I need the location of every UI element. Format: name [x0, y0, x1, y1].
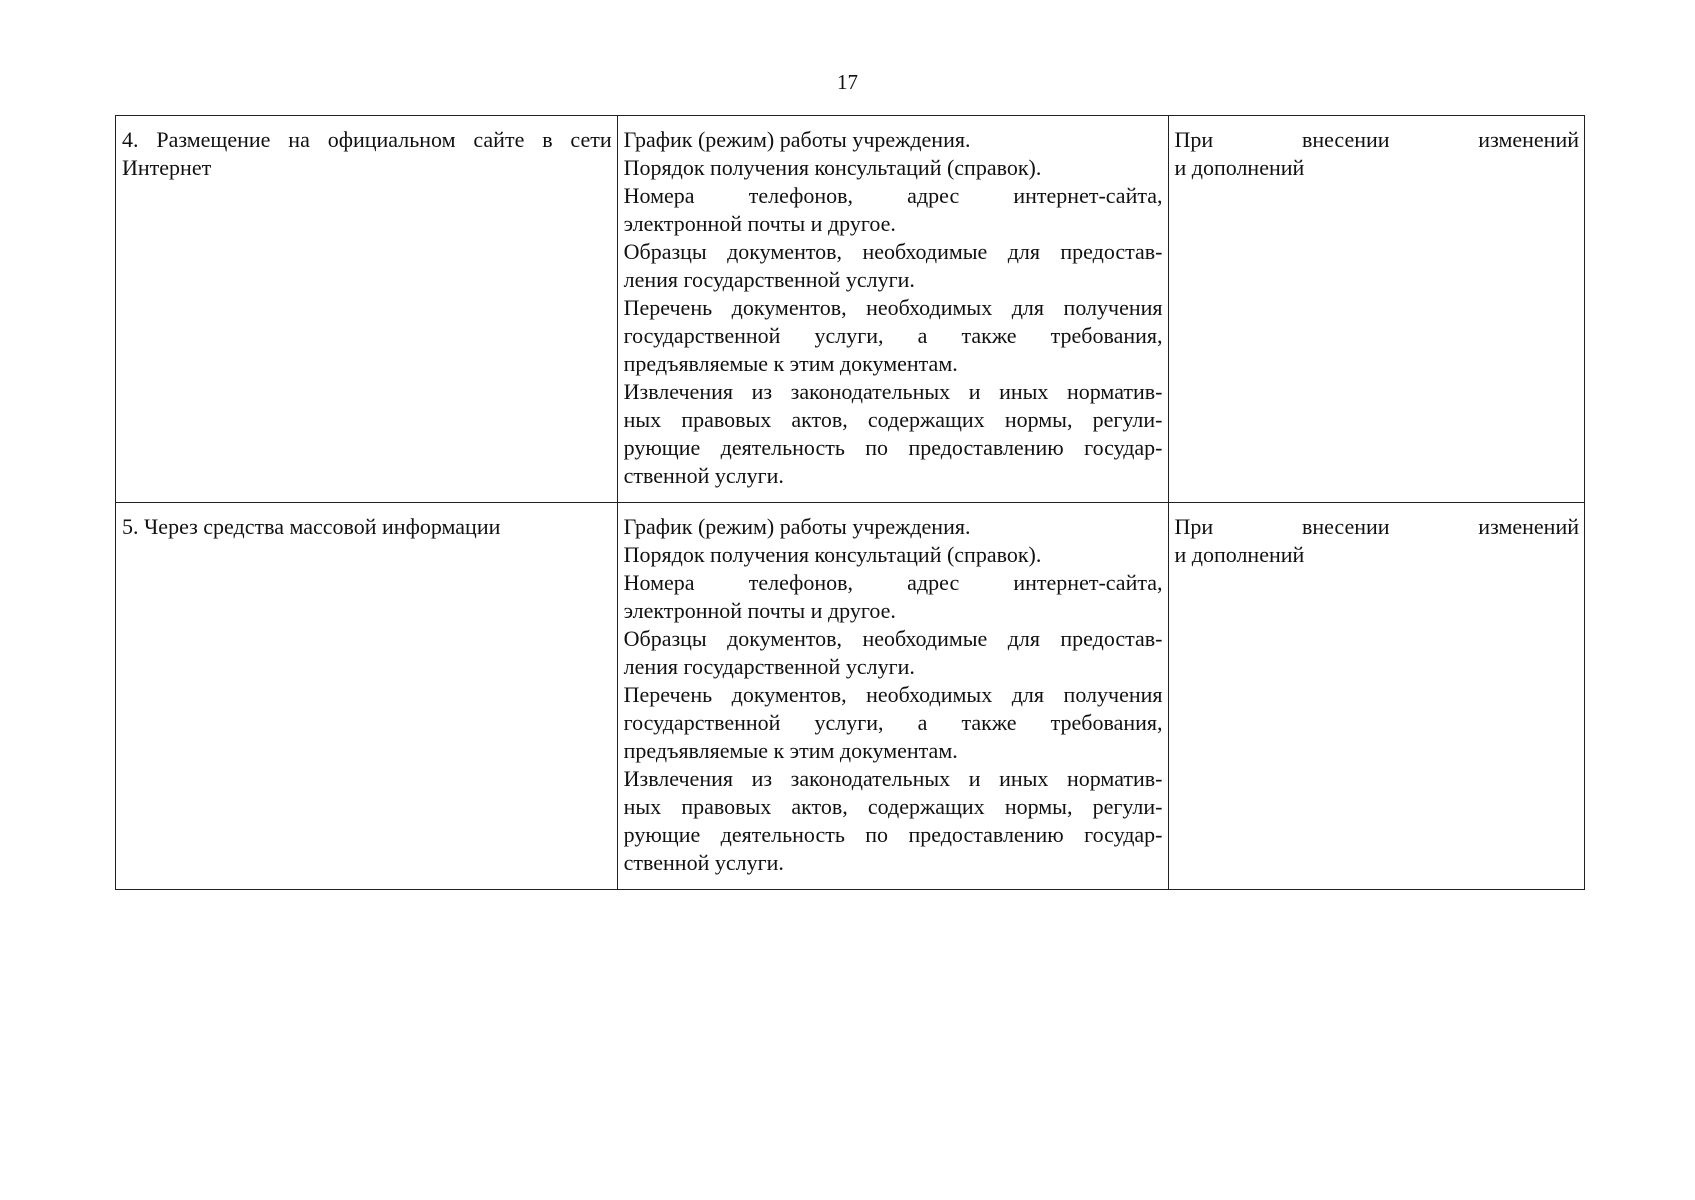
period-word: При — [1174, 514, 1214, 539]
method-text-line: 5. Через средства массовой информации — [122, 514, 501, 539]
content-line: Порядок получения консультаций (справок). — [623, 542, 1042, 567]
content-line: государственной услуги, а также требования, — [623, 323, 1163, 348]
content-line: Извлечения из законодательных и иных норматив- — [623, 379, 1163, 404]
period-word: внесении — [1301, 127, 1390, 152]
method-text-line: Интернет — [122, 155, 212, 180]
content-cell — [617, 503, 1168, 890]
method-text-line: 4. Размещение на официальном сайте в сети — [122, 127, 612, 152]
content-line: График (режим) работы учреждения. — [623, 514, 971, 539]
period-line — [1175, 126, 1580, 154]
content-line: ления государственной услуги. — [623, 267, 915, 292]
method-cell — [116, 503, 618, 890]
content-line: электронной почты и другое. — [623, 598, 896, 623]
content-line: ственной услуги. — [623, 850, 784, 875]
content-line: предъявляемые к этим документам. — [623, 351, 958, 376]
period-word: внесении — [1301, 514, 1390, 539]
period-word: При — [1174, 127, 1214, 152]
content-line: электронной почты и другое. — [623, 211, 896, 236]
table-row — [116, 116, 1585, 503]
period-cell — [1168, 116, 1585, 503]
content-line: Образцы документов, необходимые для предостав- — [623, 626, 1163, 651]
content-line: Образцы документов, необходимые для предостав- — [623, 239, 1163, 264]
content-line: государственной услуги, а также требования, — [623, 710, 1163, 735]
period-word: изменений — [1478, 127, 1579, 152]
content-line: ления государственной услуги. — [623, 654, 915, 679]
content-line: рующие деятельность по предоставлению государ- — [623, 435, 1163, 460]
period-line: и дополнений — [1174, 155, 1305, 180]
content-line: Перечень документов, необходимых для получения — [623, 295, 1163, 320]
content-line: ных правовых актов, содержащих нормы, регули- — [623, 794, 1163, 819]
content-line: предъявляемые к этим документам. — [623, 738, 958, 763]
content-line: Порядок получения консультаций (справок). — [623, 155, 1042, 180]
period-cell — [1168, 503, 1585, 890]
content-line: График (режим) работы учреждения. — [623, 127, 971, 152]
page-number: 17 — [837, 70, 858, 94]
content-line: Номера телефонов, адрес интернет-сайта, — [623, 570, 1163, 595]
content-line: ных правовых актов, содержащих нормы, регули- — [623, 407, 1163, 432]
method-cell — [116, 116, 618, 503]
period-line: и дополнений — [1174, 542, 1305, 567]
content-line: Номера телефонов, адрес интернет-сайта, — [623, 183, 1163, 208]
table-row — [116, 503, 1585, 890]
content-line: Извлечения из законодательных и иных норматив- — [623, 766, 1163, 791]
period-line — [1175, 513, 1580, 541]
content-line: Перечень документов, необходимых для получения — [623, 682, 1163, 707]
information-table — [115, 115, 1585, 890]
period-word: изменений — [1478, 514, 1579, 539]
content-line: ственной услуги. — [623, 463, 784, 488]
content-line: рующие деятельность по предоставлению государ- — [623, 822, 1163, 847]
content-cell — [617, 116, 1168, 503]
